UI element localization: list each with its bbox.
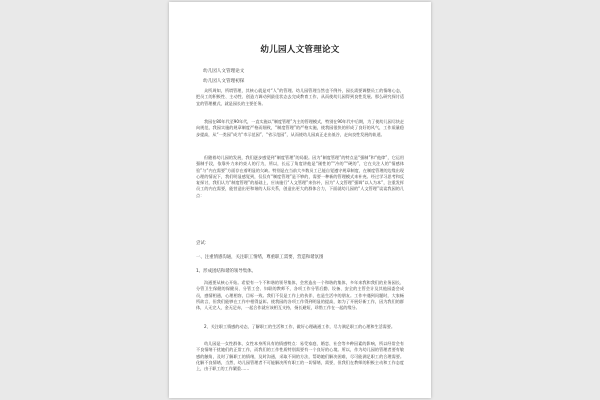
paragraph-1: 众所周知，所谓管理，其核心就是对“人”的管理。幼儿园管理当然也不例外，园长需要调整员工的情绪心态，把员工的积极性、主动性、创造力调动到最佳状态去完成教育工作，从而使幼儿园得到良性发展。那么研究探讨适宜的管理模式，就是园长的主要任务。 (196, 88, 404, 106)
document-page (169, 2, 431, 398)
section-heading-attempt: 尝试： (196, 241, 210, 246)
subsection-heading-1: 1、形成团结和谐的领导集体。 (196, 269, 256, 274)
document-title: 幼儿园人文管理论文 (260, 45, 340, 55)
paragraph-4: 沟通要从核心开始。希望有一个不和谐的领导集体，会营造出一个和谐的集体，多年来我和我们的业务园长、分管卫生保健的保健员、分管工会、妇联的教师不，各项工作分管后勤、设备、安全的主管会计及其他园委会成员，感情相通，心理相容，目标一致。我们不仅是工作上的伙伴，也是生活中的朋友。工作中遇到问题时，大家畅所欲言，但我们能够在工作中相得益彰。使我园的各项工作得到明显的提高，如为了开展好新工作，因为我们的群体，人无完人，金无足赤，一起合作就应该相互支持，扬长避短，珍惜工作在一起的缘分。 (196, 280, 404, 311)
document-subtitle-2: 幼儿园人文管理初探 (203, 79, 245, 84)
paragraph-2: 我园在80年代至90年代，一直实施以“制度管理”为主的管理模式，特别在90年代中后期，为了使幼儿园尽快走向规范，我园实施的规章制度严格而细致，“制度管理”的严格实施，使我园很快的形成了良好的风气，工作质量稳步提高，从“一类园”成为“市示范园”、“省示范园”，从而使幼儿园真正走出低谷，走向良性发展的轨道。 (196, 119, 404, 137)
subsection-heading-2: 2、关注职工情感的动态，了解职工的生活和工作，做好心理疏通工作，尽力满足职工的心理和生活需要。 (204, 324, 395, 329)
document-subtitle-1: 幼儿园人文管理论文 (203, 69, 245, 74)
paragraph-3: 但随着幼儿园的发展，我们逐步感觉到“制度管理”的局限。因为“制度管理”的特点是“强制”和“他律”，它运用强制手段，依靠外力来约束人的行为，所以，长远了角度讲他是“刚性的”“冷的”“硬的”，它在关注人的“情感体验”与“内在需要”方面存在着明显的欠缺。特别是在当前大多数员工已能自觉遵守规章制度，在制度管理的边缘出现心理的情况下，我们明显感觉到，仅仅有“制度管理”是不够的，需要一种新的管理模式来补充。经过学习思考和反复探讨，我们认为“制度管理”的基础上，应该施行“人文管理”来弥补，因为“人文管理”强调“以人为本”，注重发挥员工的内在需要，能营造出更和谐的人际关系，创造出更大的群体合力，下面就幼儿园的“人文管理”谈谈我园的几点： (196, 155, 404, 198)
section-heading-1: 一、注重情感沟通，关注职工情绪，尊重职工需要，营造和谐氛围 (196, 255, 324, 260)
paragraph-5: 幼儿园是一女性群体，女性本身所具有的情感特点：易受家庭、婚恋、社会等多种因素的影响，所以经常会有不良情绪干扰她们的正常工作，而我们的工作性质特别需要有一个良好的心境。所以，作为幼儿园的管理者要有敏感的触角，及时了解职工的情绪，及时沟通，采取不同的方法，帮助她们解决困难，尽可能满足职工的合理需要。化解不良情绪，当然，幼儿园管理者不可能解决所有职工的一切情绪，需要，但我们在教师的积极主动和工作态度上，由于职工的工作繁重…… (196, 341, 404, 372)
